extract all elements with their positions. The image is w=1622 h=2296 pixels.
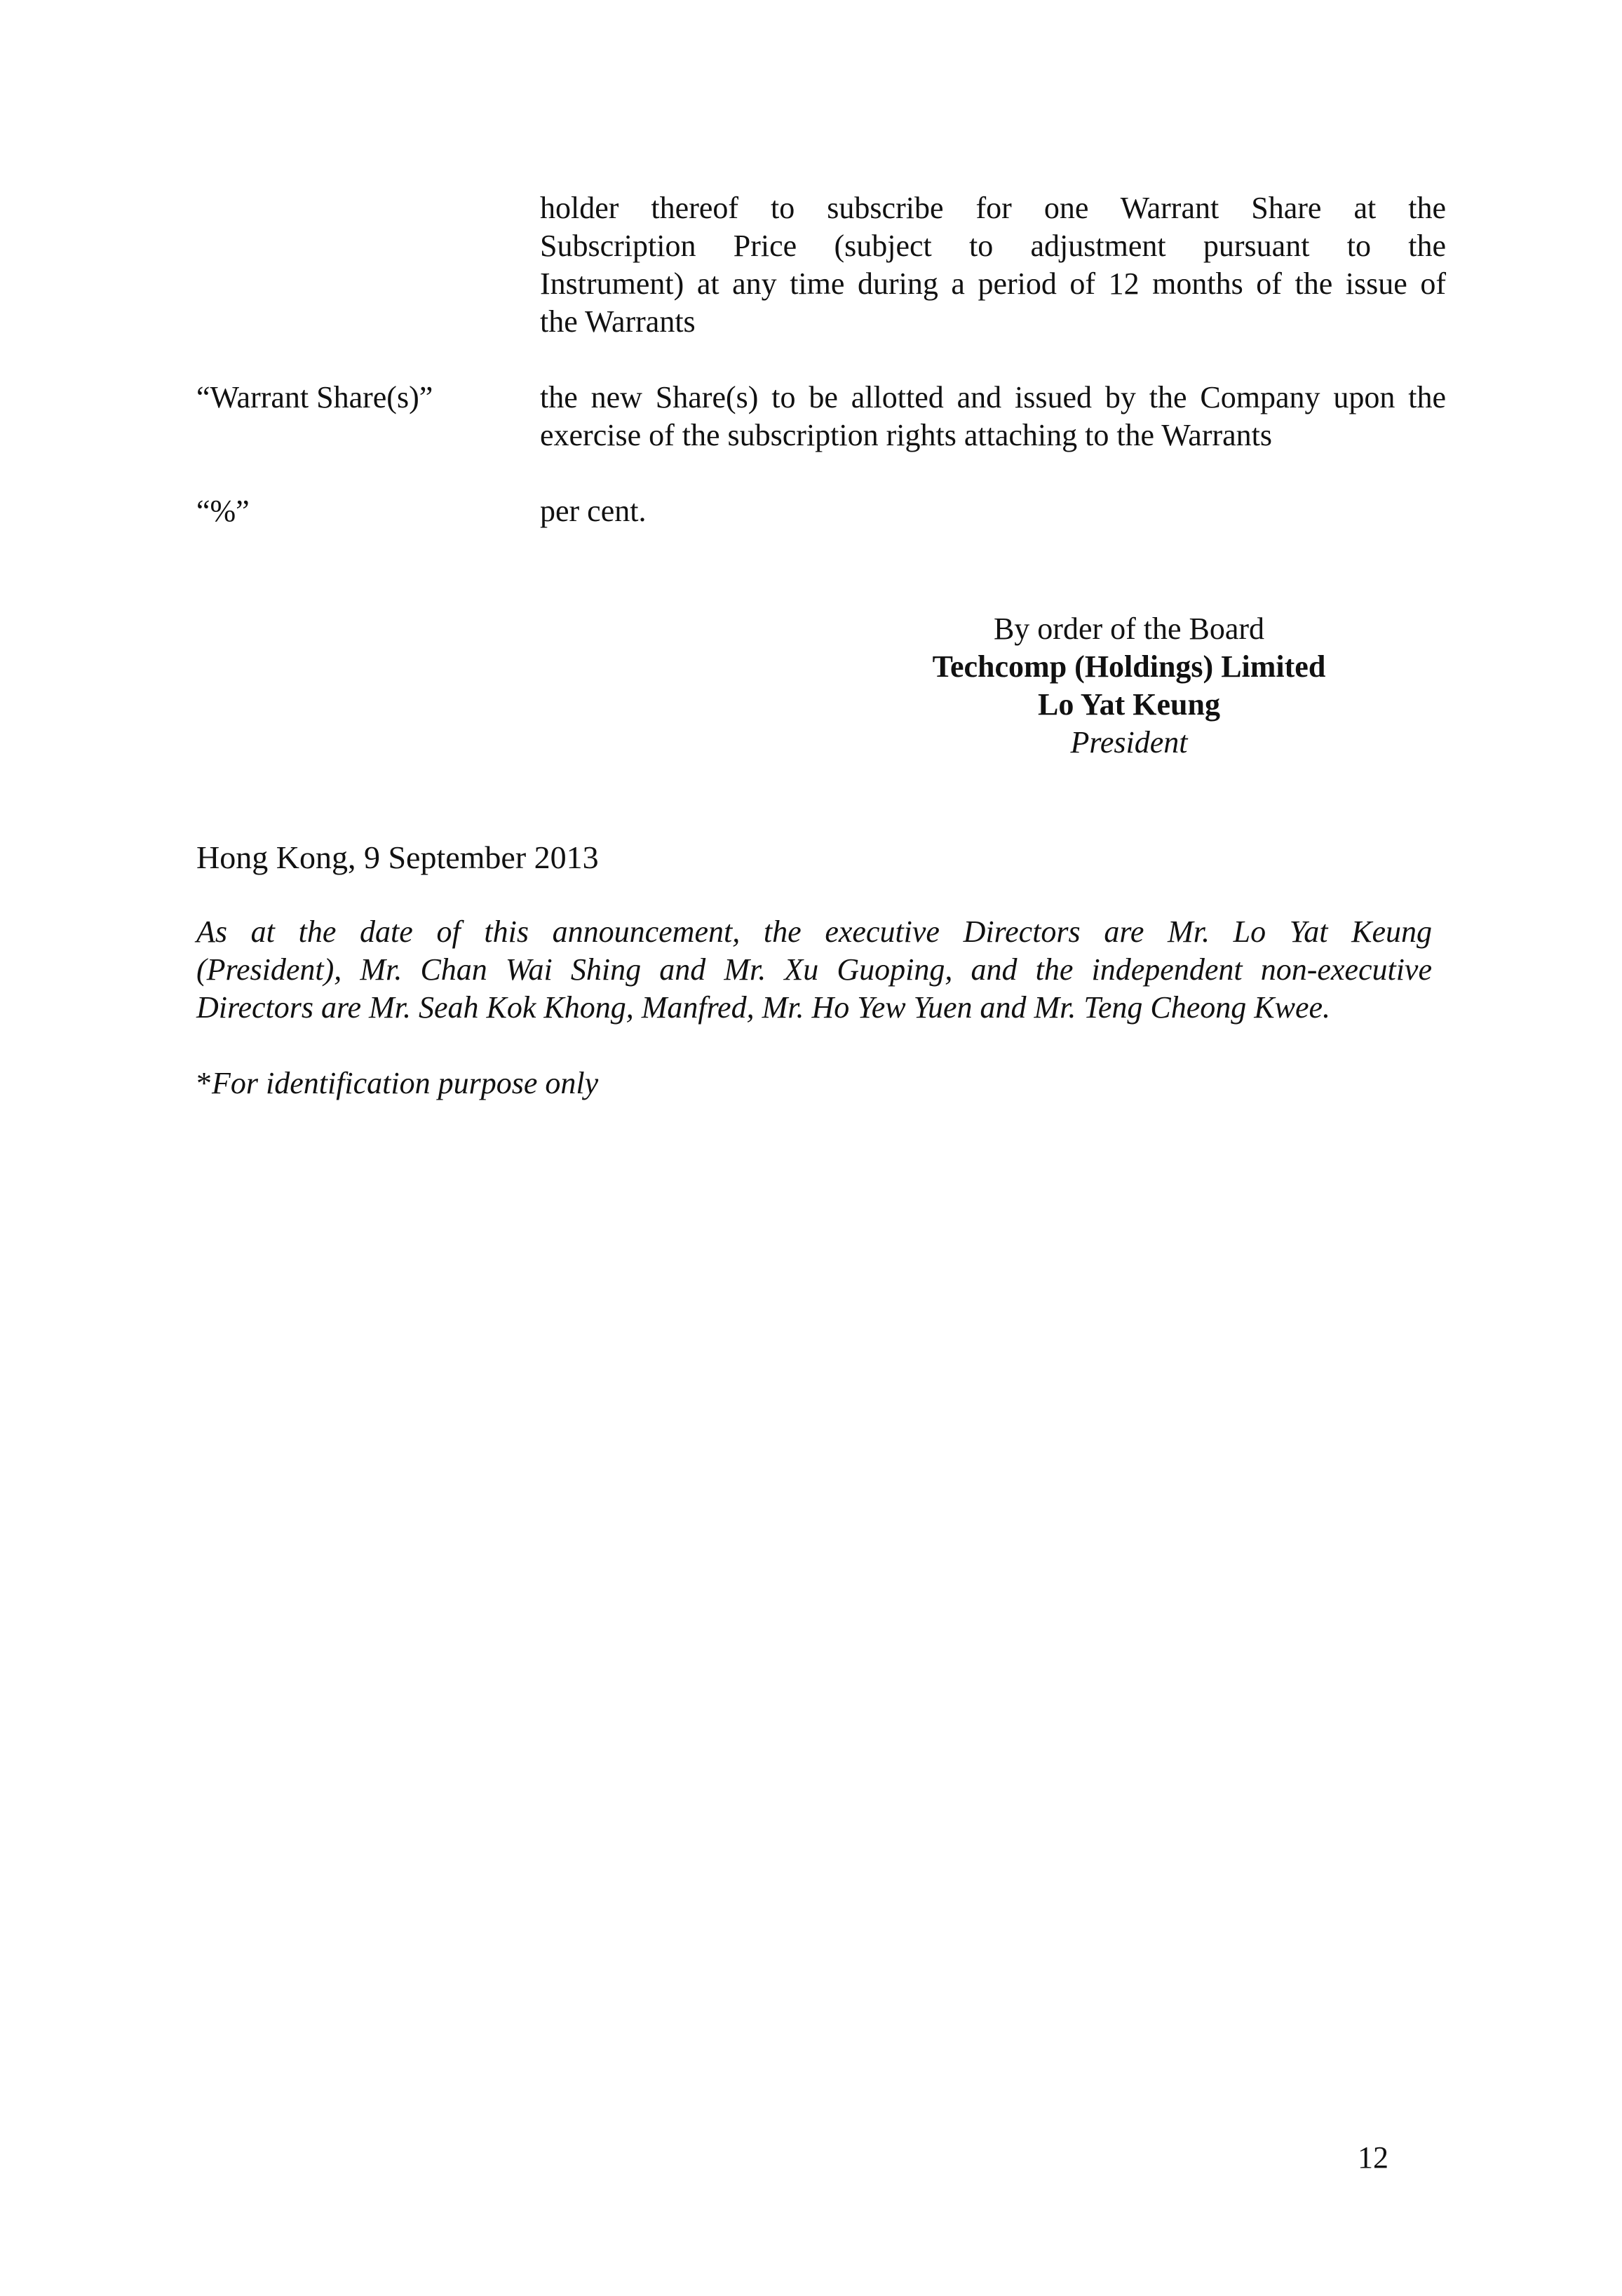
definition-percent <box>196 492 1452 530</box>
signature-company: Techcomp (Holdings) Limited <box>932 649 1326 684</box>
definition-line: Subscription Price (subject to adjustment pursuant to the <box>540 229 1446 263</box>
signature-title: President <box>1070 725 1188 759</box>
signature-order-line: By order of the Board <box>993 612 1265 646</box>
definition-line: holder thereof to subscribe for one Warrant Share at the <box>540 191 1446 225</box>
definition-term: “Warrant Share(s)” <box>196 380 433 414</box>
definition-line: exercise of the subscription rights attaching to the Warrants <box>540 418 1273 452</box>
definition-warrant-shares <box>196 379 1452 454</box>
signature-block <box>884 610 1374 762</box>
definition-line: Instrument) at any time during a period of 12 months of the issue of <box>540 266 1446 301</box>
definition-meaning <box>540 492 1446 530</box>
directors-note-line: Directors are Mr. Seah Kok Khong, Manfred, Mr. Ho Yew Yuen and Mr. Teng Cheong Kwee. <box>196 990 1331 1025</box>
definitions-list <box>196 189 1452 530</box>
definition-term: “%” <box>196 494 250 528</box>
definition-line: per cent. <box>540 494 647 528</box>
place-and-date: Hong Kong, 9 September 2013 <box>196 839 599 875</box>
definition-warrants-continued <box>196 189 1452 341</box>
definition-line: the new Share(s) to be allotted and issued by the Company upon the <box>540 380 1446 414</box>
footnote <box>196 1065 598 1102</box>
definition-meaning <box>540 189 1446 341</box>
footnote-text: For identification purpose only <box>212 1066 599 1100</box>
directors-note <box>196 913 1432 1027</box>
definition-line: the Warrants <box>540 304 696 339</box>
footnote-marker: * <box>196 1066 212 1100</box>
page-number: 12 <box>1358 2140 1388 2175</box>
definition-meaning <box>540 379 1446 454</box>
directors-note-line: (President), Mr. Chan Wai Shing and Mr. Xu Guoping, and the independent non-executive <box>196 952 1432 987</box>
signature-name: Lo Yat Keung <box>1038 687 1220 722</box>
directors-note-line: As at the date of this announcement, the executive Directors are Mr. Lo Yat Keung <box>196 914 1432 949</box>
